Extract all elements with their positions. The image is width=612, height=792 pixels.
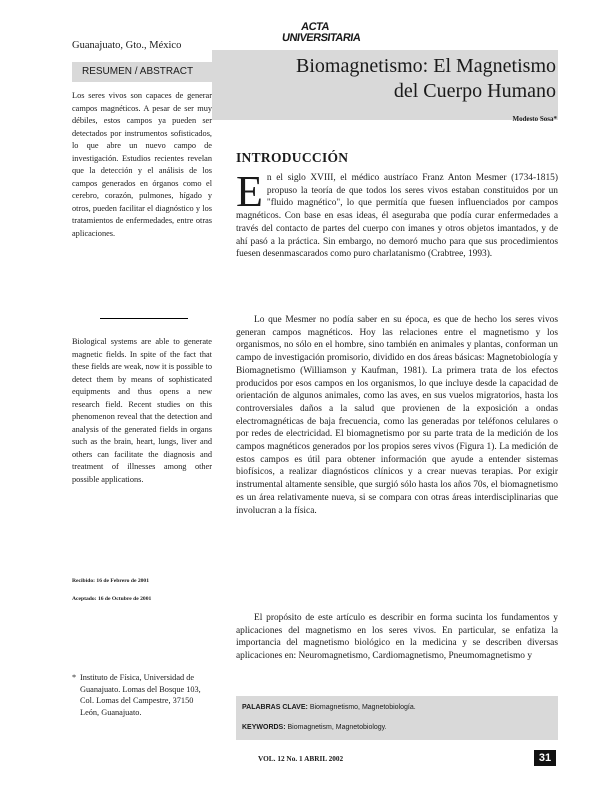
paragraph-1 [236,167,558,261]
issue-footer: VOL. 12 No. 1 ABRIL 2002 [258,754,344,763]
section-heading: INTRODUCCIÓN [236,150,349,165]
abstract-divider [100,318,188,319]
abstract-tab: RESUMEN / ABSTRACT [72,62,212,82]
author-footnote [72,672,202,718]
header-location: Guanajuato, Gto., México [72,40,182,51]
article-title [236,54,556,104]
footnote-text: Instituto de Física, Universidad de Guanajuato. Lomas del Bosque 103, Col. Lomas del Campestre, 37150 León, Guanajuato. [80,673,201,717]
accepted-date: Aceptado: 16 de Octubre de 2001 [72,596,152,602]
footnote-mark: * [72,673,77,682]
logo-line-2: UNIVERSITARIA [281,32,362,44]
journal-logo [281,21,362,52]
drop-cap: E [236,167,263,216]
abstract-text: Biological systems are able to generate magnetic fields. In spite of the fact that these fields are weak, now it is possible to detect them by means of sophisticated equipments and thus opens a new research field. Recent studies on this phenomenon reveal that the detection and analysis of the generated fields in organs such as the brain, heart, lungs, liver and others can facilitate the diagnosis and treatment of illnesses among other possible applications. [72,337,212,484]
author: Modesto Sosa* [512,115,557,123]
title-line-2: del Cuerpo Humano [393,80,556,102]
paragraph-1-text: n el siglo XVIII, el médico austríaco Franz Anton Mesmer (1734-1815) propuso la teoría de que todos los seres vivos estaban constituidos por un "fluido magnético", lo que permitía que fuesen influenciados por campos magnéticos. Con base en esas ideas, él aseguraba que podía curar enfermedades a través del contacto de partes del cuerpo con imanes y otros objetos imantados, y de ahí pasó a la práctica. Sin embargo, no demoró mucho para que sus procedimientos fuesen desenmascarados como puro charlatanismo (Crabtree, 1993). [236,173,558,260]
received-date: Recibido: 16 de Febrero de 2001 [72,578,150,584]
logo-line-1: ACTA [300,21,330,33]
resumen-text: Los seres vivos son capaces de generar campos magnéticos. A pesar de ser muy débiles, estos campos ya pueden ser detectados por instrumentos sofisticados, lo que abre un nuevo campo de investigación. Estudios recientes revelan que la detección y el análisis de los campos generados en órganos como el cerebro, corazón, pulmones, hígado y otros, pueden facilitar el diagnóstico y los tratamientos de enfermedades, entre otras aplicaciones. [72,91,212,238]
keywords-en-label: KEYWORDS: [242,724,286,731]
keywords-en [242,724,387,731]
paragraph-3: El propósito de este artículo es describir en forma sucinta los fundamentos y aplicaciones del magnetismo en los seres vivos. En particular, se enfatiza la importancia del magnetismo biológico en la medicina y se describen diversas aplicaciones en: Neuromagnetismo, Cardiomagnetismo, Pneumomagnetismo y [236,613,558,662]
keywords-es-label: PALABRAS CLAVE: [242,704,308,711]
paragraph-2: Lo que Mesmer no podía saber en su época, es que de hecho los seres vivos generan campos magnéticos. Hoy las relaciones entre el magnetismo y los organismos, no sólo en el hombre, sino también en animales y plantas, conforman un campo de investigación promisorio, dividido en dos áreas básicas: Magnetobiología y Biomagnetismo (Williamson y Kaufman, 1981). La primera trata de los efectos producidos por esos campos en los organismos, lo que incluye desde la capacidad de orientación de algunos animales, como las aves, en sus vuelos migratorios, hasta los controversiales daños a la salud que provienen de la exposición a ondas electromagnéticas de baja frecuencia, como las generadas por teléfonos celulares o por redes de electricidad. El biomagnetismo por su parte trata de la medición de los campos magnéticos generados por los propios seres vivos (Figura 1). La medición de estos campos es útil para obtener información que ayude a entender sistemas biofísicos, a realizar diagnósticos clínicos y a crear nuevas terapias. Por exigir instrumental altamente sensible, que surgió sólo hasta los años 70s, el biomagnetismo es un área relativamente nueva, si se compara con otras áreas interdisciplinarias que involucran a la física. [236,315,558,516]
page-number: 31 [534,750,556,766]
keywords-es [242,704,416,711]
title-line-1: Biomagnetismo: El Magnetismo [296,55,556,77]
keywords-en-value: Biomagnetism, Magnetobiology. [287,724,387,731]
keywords-box [236,696,558,740]
keywords-es-value: Biomagnetismo, Magnetobiología. [309,704,416,711]
